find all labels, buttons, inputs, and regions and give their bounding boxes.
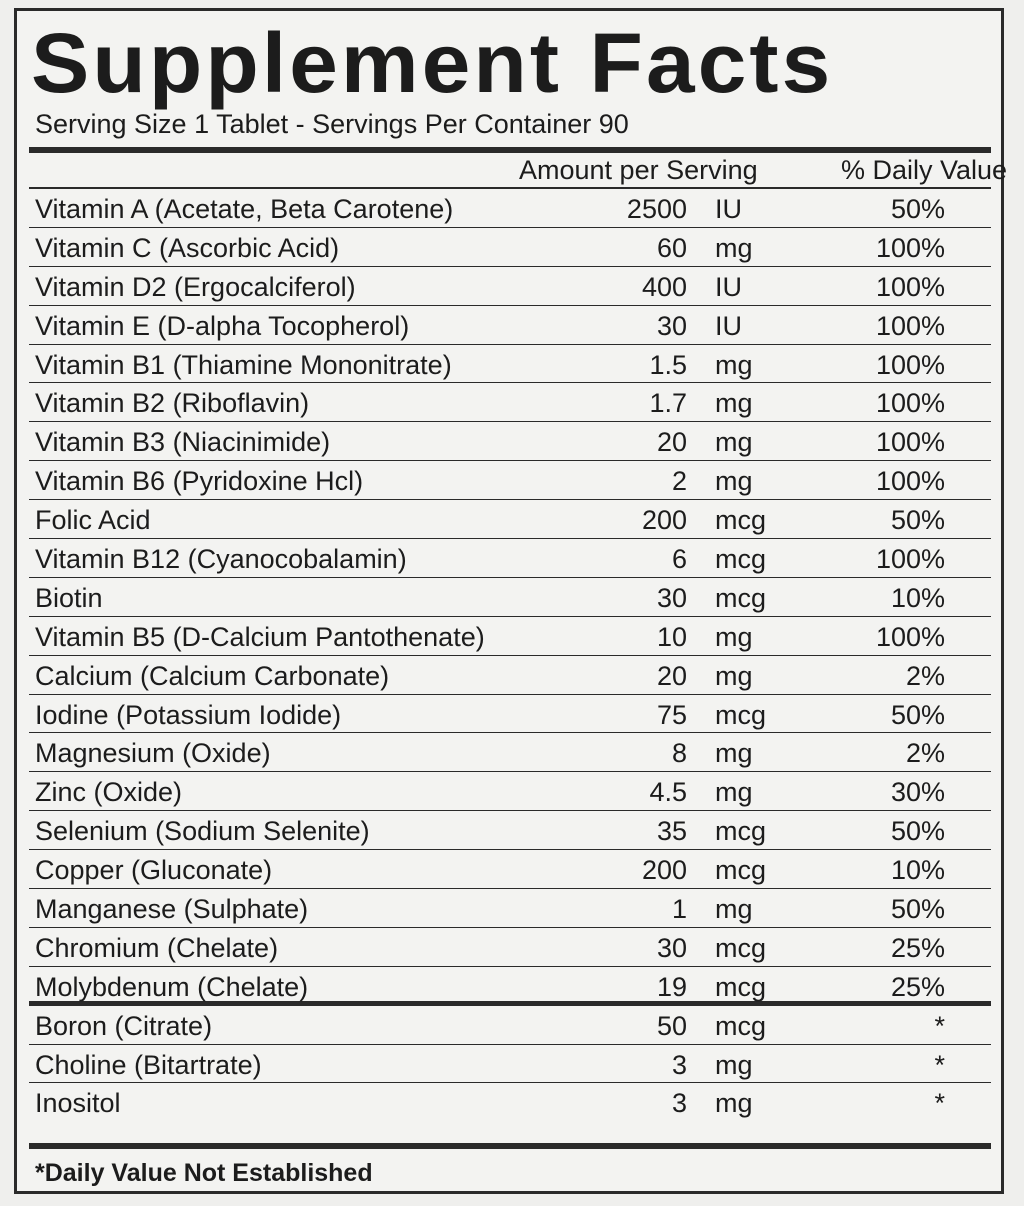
nutrient-name: Zinc (Oxide) xyxy=(35,777,183,808)
nutrient-unit: mg xyxy=(715,777,753,808)
nutrient-name: Vitamin C (Ascorbic Acid) xyxy=(35,232,340,263)
nutrient-name: Folic Acid xyxy=(35,505,151,536)
nutrient-name: Boron (Citrate) xyxy=(35,1010,213,1041)
nutrient-daily-value: 100% xyxy=(875,621,945,652)
nutrient-amount: 4.5 xyxy=(649,777,687,808)
nutrient-unit: mg xyxy=(715,466,753,497)
nutrient-amount: 10 xyxy=(656,621,687,652)
nutrient-amount: 30 xyxy=(656,310,687,341)
nutrient-name: Vitamin B5 (D-Calcium Pantothenate) xyxy=(35,621,485,652)
nutrient-amount: 200 xyxy=(641,855,687,886)
table-row xyxy=(29,383,991,422)
nutrient-amount: 6 xyxy=(671,544,687,575)
nutrient-daily-value: 50% xyxy=(890,816,945,847)
nutrient-daily-value: 100% xyxy=(875,388,945,419)
panel-title: Supplement Facts xyxy=(31,16,834,110)
nutrient-name: Inositol xyxy=(35,1088,121,1119)
nutrient-unit: mcg xyxy=(715,505,767,536)
nutrient-name: Selenium (Sodium Selenite) xyxy=(35,816,370,847)
nutrient-name: Manganese (Sulphate) xyxy=(35,894,309,925)
nutrient-name: Biotin xyxy=(35,582,103,613)
nutrient-daily-value: 100% xyxy=(875,232,945,263)
table-row xyxy=(29,267,991,306)
nutrient-unit: mcg xyxy=(715,699,767,730)
bottom-thick-rule xyxy=(29,1143,991,1149)
nutrient-name: Magnesium (Oxide) xyxy=(35,738,271,769)
nutrient-daily-value: 50% xyxy=(890,699,945,730)
nutrient-unit: mg xyxy=(715,427,753,458)
nutrient-unit: mcg xyxy=(715,971,767,1002)
nutrient-name: Molybdenum (Chelate) xyxy=(35,971,309,1002)
nutrient-unit: mcg xyxy=(715,544,767,575)
nutrient-amount: 20 xyxy=(656,660,687,691)
nutrient-unit: mg xyxy=(715,232,753,263)
table-row xyxy=(29,578,991,617)
nutrient-unit: mg xyxy=(715,621,753,652)
nutrient-name: Vitamin B1 (Thiamine Mononitrate) xyxy=(35,349,452,380)
nutrient-table xyxy=(29,189,991,1122)
nutrient-daily-value: 100% xyxy=(875,271,945,302)
nutrient-name: Vitamin B12 (Cyanocobalamin) xyxy=(35,544,407,575)
nutrient-daily-value: 10% xyxy=(890,582,945,613)
nutrient-amount: 1 xyxy=(671,894,687,925)
table-row xyxy=(29,228,991,267)
table-row xyxy=(29,1045,991,1084)
table-row xyxy=(29,500,991,539)
daily-value-header: % Daily Value xyxy=(841,155,1008,185)
nutrient-name: Vitamin B6 (Pyridoxine Hcl) xyxy=(35,466,364,497)
nutrient-amount: 30 xyxy=(656,582,687,613)
nutrient-unit: mg xyxy=(715,738,753,769)
nutrient-unit: IU xyxy=(715,310,742,341)
nutrient-daily-value: 100% xyxy=(875,544,945,575)
table-row xyxy=(29,189,991,228)
nutrient-unit: IU xyxy=(715,194,742,224)
table-row xyxy=(29,772,991,811)
table-row xyxy=(29,345,991,384)
nutrient-amount: 75 xyxy=(656,699,687,730)
nutrient-unit: IU xyxy=(715,271,742,302)
nutrient-unit: mcg xyxy=(715,932,767,963)
nutrient-daily-value: 2% xyxy=(905,660,945,691)
nutrient-daily-value: 100% xyxy=(875,466,945,497)
nutrient-name: Choline (Bitartrate) xyxy=(35,1049,262,1080)
nutrient-unit: mcg xyxy=(715,1010,767,1041)
nutrient-unit: mcg xyxy=(715,855,767,886)
nutrient-unit: mg xyxy=(715,349,753,380)
nutrient-daily-value: 2% xyxy=(905,738,945,769)
nutrient-amount: 35 xyxy=(656,816,687,847)
serving-info: Serving Size 1 Tablet - Servings Per Container 90 xyxy=(35,109,629,139)
nutrient-amount: 19 xyxy=(656,971,687,1002)
table-row xyxy=(29,656,991,695)
nutrient-amount: 50 xyxy=(656,1010,687,1041)
nutrient-amount: 60 xyxy=(656,232,687,263)
table-row xyxy=(29,461,991,500)
nutrient-daily-value: 100% xyxy=(875,310,945,341)
footnote: *Daily Value Not Established xyxy=(35,1159,373,1187)
nutrient-name: Vitamin D2 (Ergocalciferol) xyxy=(35,271,356,302)
nutrient-unit: mg xyxy=(715,660,753,691)
table-row xyxy=(29,306,991,345)
nutrient-amount: 200 xyxy=(641,505,687,536)
nutrient-amount: 20 xyxy=(656,427,687,458)
nutrient-unit: mg xyxy=(715,894,753,925)
table-row xyxy=(29,850,991,889)
nutrient-amount: 3 xyxy=(671,1088,687,1119)
nutrient-daily-value: 30% xyxy=(890,777,945,808)
nutrient-amount: 400 xyxy=(641,271,687,302)
nutrient-amount: 30 xyxy=(656,932,687,963)
nutrient-name: Vitamin E (D-alpha Tocopherol) xyxy=(35,310,410,341)
amount-header: Amount per Serving xyxy=(519,155,758,185)
nutrient-daily-value: 25% xyxy=(890,971,945,1002)
nutrient-amount: 8 xyxy=(671,738,687,769)
table-row xyxy=(29,422,991,461)
nutrient-name: Chromium (Chelate) xyxy=(35,932,279,963)
supplement-facts-panel xyxy=(14,8,1008,1194)
nutrient-name: Vitamin B3 (Niacinimide) xyxy=(35,427,331,458)
table-row xyxy=(29,889,991,928)
nutrient-daily-value: 50% xyxy=(890,505,945,536)
nutrient-unit: mg xyxy=(715,1088,753,1119)
nutrient-daily-value: 50% xyxy=(890,194,945,224)
table-row xyxy=(29,928,991,967)
nutrient-daily-value: * xyxy=(934,1049,945,1080)
nutrient-name: Vitamin A (Acetate, Beta Carotene) xyxy=(35,194,454,224)
nutrient-name: Vitamin B2 (Riboflavin) xyxy=(35,388,310,419)
nutrient-name: Copper (Gluconate) xyxy=(35,855,273,886)
table-row xyxy=(29,695,991,734)
table-row xyxy=(29,1006,991,1045)
table-row xyxy=(29,967,991,1006)
nutrient-daily-value: 100% xyxy=(875,349,945,380)
nutrient-unit: mcg xyxy=(715,582,767,613)
table-row xyxy=(29,1083,991,1122)
nutrient-daily-value: * xyxy=(934,1010,945,1041)
nutrient-daily-value: 50% xyxy=(890,894,945,925)
nutrient-amount: 1.7 xyxy=(649,388,687,419)
nutrient-unit: mg xyxy=(715,388,753,419)
nutrient-name: Calcium (Calcium Carbonate) xyxy=(35,660,390,691)
nutrient-amount: 3 xyxy=(671,1049,687,1080)
nutrient-amount: 2500 xyxy=(626,194,687,224)
table-row xyxy=(29,811,991,850)
table-row xyxy=(29,733,991,772)
nutrient-daily-value: 100% xyxy=(875,427,945,458)
table-row xyxy=(29,617,991,656)
nutrient-name: Iodine (Potassium Iodide) xyxy=(35,699,342,730)
nutrient-amount: 2 xyxy=(671,466,687,497)
nutrient-daily-value: 10% xyxy=(890,855,945,886)
nutrient-daily-value: * xyxy=(934,1088,945,1119)
table-row xyxy=(29,539,991,578)
nutrient-unit: mcg xyxy=(715,816,767,847)
nutrient-unit: mg xyxy=(715,1049,753,1080)
nutrient-amount: 1.5 xyxy=(649,349,687,380)
nutrient-daily-value: 25% xyxy=(890,932,945,963)
